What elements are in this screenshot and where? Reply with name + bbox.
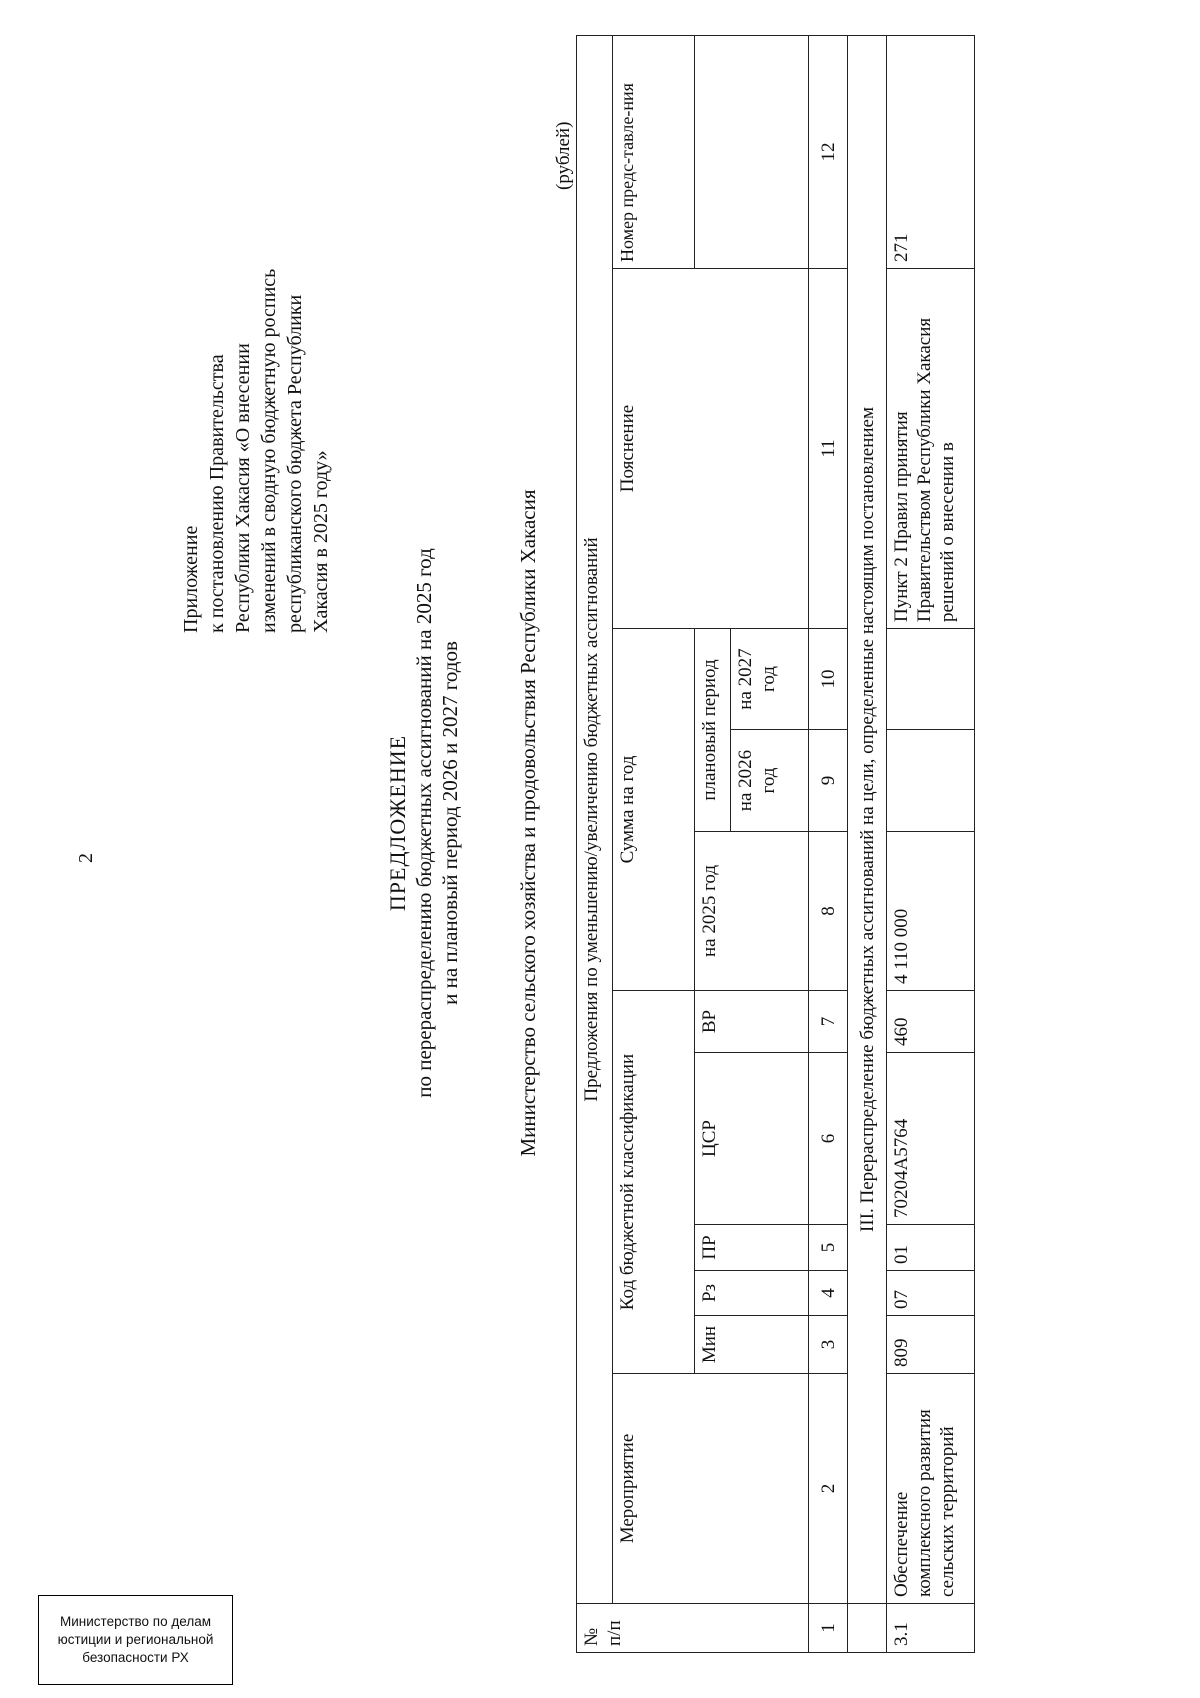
- units-label: (рублей): [553, 121, 574, 190]
- header-proposals: Предложения по уменьшению/увеличению бюджетных ассигнований: [577, 35, 613, 1603]
- header-vr: ВР: [695, 991, 809, 1053]
- header-empty: [695, 35, 809, 268]
- stamp-line: Министерство по делам: [60, 1614, 211, 1629]
- header-2026: на 2026 год: [731, 730, 809, 832]
- stamp-line: безопасности РХ: [82, 1650, 189, 1665]
- appendix-line: Республики Хакасия «О внесении: [232, 343, 254, 633]
- header-csr: ЦСР: [695, 1053, 809, 1225]
- column-number: 12: [809, 35, 848, 268]
- stamp-line: юстиции и региональной: [57, 1632, 214, 1647]
- header-number: № п/п: [577, 1604, 809, 1653]
- appendix-line: Хакасия в 2025 году»: [310, 450, 332, 633]
- header-year-sum: Сумма на год: [613, 629, 695, 991]
- row-rz: 07: [887, 1271, 975, 1316]
- row-sum-2025: 4 110 000: [887, 832, 975, 991]
- column-number: 3: [809, 1316, 848, 1374]
- header-explanation: Пояснение: [613, 269, 809, 629]
- row-representation-number: 271: [887, 35, 975, 268]
- header-2025: на 2025 год: [695, 832, 809, 991]
- header-budget-code: Код бюджетной классификации: [613, 991, 695, 1374]
- row-event: Обеспечение комплексного развития сельских территорий: [887, 1374, 975, 1604]
- column-number: 4: [809, 1271, 848, 1316]
- appendix-line: Приложение: [180, 525, 202, 633]
- appendix-line: к постановлению Правительства: [206, 354, 228, 633]
- appendix-line: изменений в сводную бюджетную роспись: [258, 268, 280, 633]
- row-sum-2027: [887, 629, 975, 730]
- column-number: 11: [809, 269, 848, 629]
- column-number: 8: [809, 832, 848, 991]
- title-main: ПРЕДЛОЖЕНИЕ: [385, 734, 410, 912]
- row-vr: 460: [887, 991, 975, 1053]
- row-pr: 01: [887, 1225, 975, 1271]
- column-number: 5: [809, 1225, 848, 1271]
- section-number-cell: [848, 1604, 887, 1653]
- section-heading: III. Перераспределение бюджетных ассигнований на цели, определенные настоящим постановлением: [848, 35, 887, 1603]
- header-event: Мероприятие: [613, 1374, 809, 1604]
- registration-stamp: [38, 1595, 233, 1685]
- header-rz: Рз: [695, 1271, 809, 1316]
- row-min: 809: [887, 1316, 975, 1374]
- row-sum-2026: [887, 730, 975, 832]
- allocation-table: [576, 35, 975, 1653]
- column-number: 1: [809, 1604, 848, 1653]
- title-line-2: и на плановый период 2026 и 2027 годов: [438, 641, 462, 1005]
- column-number: 9: [809, 730, 848, 832]
- column-number: 6: [809, 1053, 848, 1225]
- header-pr: ПР: [695, 1225, 809, 1271]
- column-number: 2: [809, 1374, 848, 1604]
- row-number: 3.1: [887, 1604, 975, 1653]
- column-number: 10: [809, 629, 848, 730]
- ministry-name: Министерство сельского хозяйства и продовольствия Республики Хакасия: [516, 489, 540, 1157]
- page-number: 2: [75, 853, 97, 863]
- row-csr: 70204А5764: [887, 1053, 975, 1225]
- header-2027: на 2027 год: [731, 629, 809, 730]
- header-representation-number: Номер предс-тавле-ния: [613, 35, 695, 268]
- row-explanation: Пункт 2 Правил принятия Правительством Республики Хакасия решений о внесении в: [887, 269, 975, 629]
- document-title: [385, 148, 463, 1498]
- header-plan-period: плановый период: [695, 629, 731, 832]
- appendix-note: [178, 163, 334, 633]
- column-number: 7: [809, 991, 848, 1053]
- title-line-1: по перераспределению бюджетных ассигнований на 2025 год: [412, 548, 436, 1098]
- header-min: Мин: [695, 1316, 809, 1374]
- appendix-line: республиканского бюджета Республики: [284, 294, 306, 633]
